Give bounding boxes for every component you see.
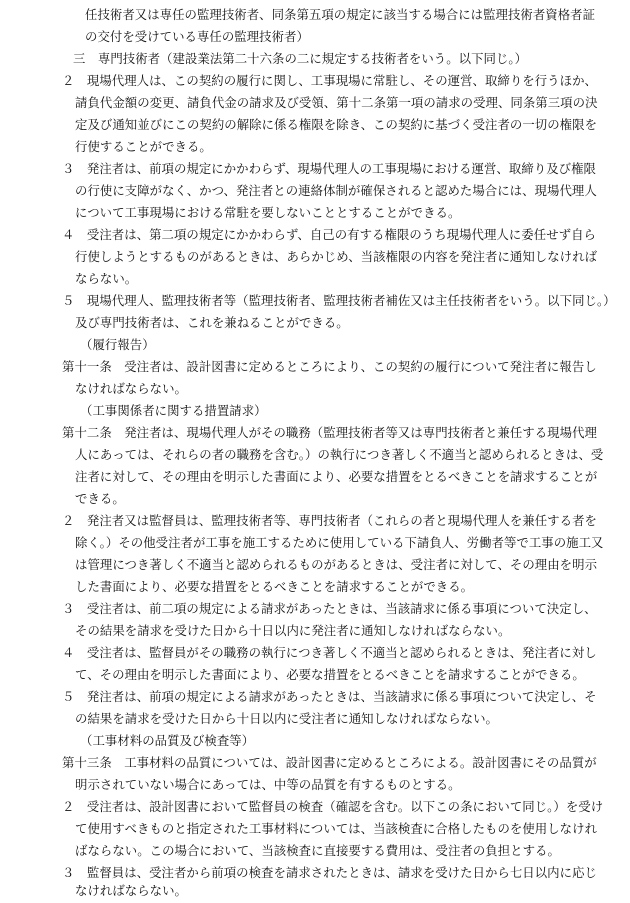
- text-line: 第十一条 受注者は、設計図書に定めるところにより、この契約の履行について発注者に報告し: [62, 359, 597, 374]
- text-line: 請負代金額の変更、請負代金の請求及び受領、第十二条第一項の請求の受理、同条第三項の決: [75, 95, 598, 110]
- text-line: は管理につき著しく不適当と認められるものがあるときは、受注者に対して、その理由を明示: [75, 557, 598, 572]
- section-heading: （工事材料の品質及び検査等）: [80, 733, 255, 748]
- text-line: 除く。）その他受注者が工事を施工するために使用している下請負人、労働者等で工事の施工又: [75, 535, 604, 550]
- text-line: 行使しようとするものがあるときは、あらかじめ、当該権限の内容を発注者に通知しなければ: [75, 249, 598, 264]
- text-line: ならない。: [75, 271, 138, 286]
- section-heading: （工事関係者に関する措置請求）: [80, 403, 267, 418]
- text-line: ３ 受注者は、前二項の規定による請求があったときは、当該請求に係る事項について決定し、: [62, 601, 597, 616]
- text-line: 行使することができる。: [75, 139, 212, 154]
- text-line: ２ 発注者又は監督員は、監理技術者等、専門技術者（これらの者と現場代理人を兼任する者を: [62, 513, 597, 528]
- text-line: ２ 受注者は、設計図書において監督員の検査（確認を含む。以下この条において同じ。）を受け: [62, 799, 604, 814]
- text-line: の結果を請求を受けた日から十日以内に受注者に通知しなければならない。: [75, 711, 498, 726]
- text-line: て、その理由を明示した書面により、必要な措置をとるべきことを請求することができる。: [75, 667, 585, 682]
- text-line: て使用すべきものと指定された工事材料については、当該検査に合格したものを使用しなけれ: [75, 821, 598, 836]
- text-line: 及び専門技術者は、これを兼ねることができる。: [75, 315, 349, 330]
- text-line: ３ 発注者は、前項の規定にかかわらず、現場代理人の工事現場における運営、取締り及び権限: [62, 161, 596, 176]
- text-line: 第十三条 工事材料の品質については、設計図書に定めるところによる。設計図書にその品質が: [62, 755, 597, 770]
- text-line: なければならない。: [75, 381, 187, 396]
- text-line: ５ 現場代理人、監理技術者等（監理技術者、監理技術者補佐又は主任技術者をいう。以下同じ。）: [62, 293, 616, 308]
- text-line: その結果を請求を受けた日から十日以内に発注者に通知しなければならない。: [75, 623, 511, 638]
- text-line: 定及び通知並びにこの契約の解除に係る権限を除き、この契約に基づく受注者の一切の権限を: [75, 117, 598, 132]
- text-line: 三 専門技術者（建設業法第二十六条の二に規定する技術者をいう。以下同じ。）: [73, 51, 528, 66]
- text-line: した書面により、必要な措置をとるべきことを請求することができる。: [75, 579, 474, 594]
- text-line: ４ 受注者は、監督員がその職務の執行につき著しく不適当と認められるときは、発注者に対し: [62, 645, 597, 660]
- text-line: できる。: [75, 491, 125, 506]
- text-line: ５ 発注者は、前項の規定による請求があったときは、当該請求に係る事項について決定し、そ: [62, 689, 597, 704]
- text-line: について工事現場における常駐を要しないこととすることができる。: [75, 205, 461, 220]
- text-line: 人にあっては、それらの者の職務を含む。）の執行につき著しく不適当と認められるときは、受: [75, 447, 604, 462]
- section-heading: （履行報告）: [80, 337, 155, 352]
- text-line: 第十二条 発注者は、現場代理人がその職務（監理技術者等又は専門技術者と兼任する現場代理: [62, 425, 597, 440]
- text-line: 明示されていない場合にあっては、中等の品質を有するものとする。: [75, 777, 461, 792]
- text-line: ３ 監督員は、受注者から前項の検査を請求されたときは、請求を受けた日から七日以内に応じ: [62, 865, 597, 880]
- text-line: なければならない。: [75, 883, 187, 898]
- text-line: 注者に対して、その理由を明示した書面により、必要な措置をとるべきことを請求することが: [75, 469, 598, 484]
- text-line: の行使に支障がなく、かつ、発注者との連絡体制が確保されると認めた場合には、現場代理人: [75, 183, 597, 198]
- text-line: ２ 現場代理人は、この契約の履行に関し、工事現場に常駐し、その運営、取締りを行うほか、: [62, 73, 597, 88]
- text-line: の交付を受けている専任の監理技術者）: [85, 29, 309, 44]
- text-line: ４ 受注者は、第二項の規定にかかわらず、自己の有する権限のうち現場代理人に委任せず自ら: [62, 227, 596, 242]
- text-line: ばならない。この場合において、当該検査に直接要する費用は、受注者の負担とする。: [75, 843, 560, 858]
- text-line: 任技術者又は専任の監理技術者、同条第五項の規定に該当する場合には監理技術者資格者証: [85, 7, 596, 22]
